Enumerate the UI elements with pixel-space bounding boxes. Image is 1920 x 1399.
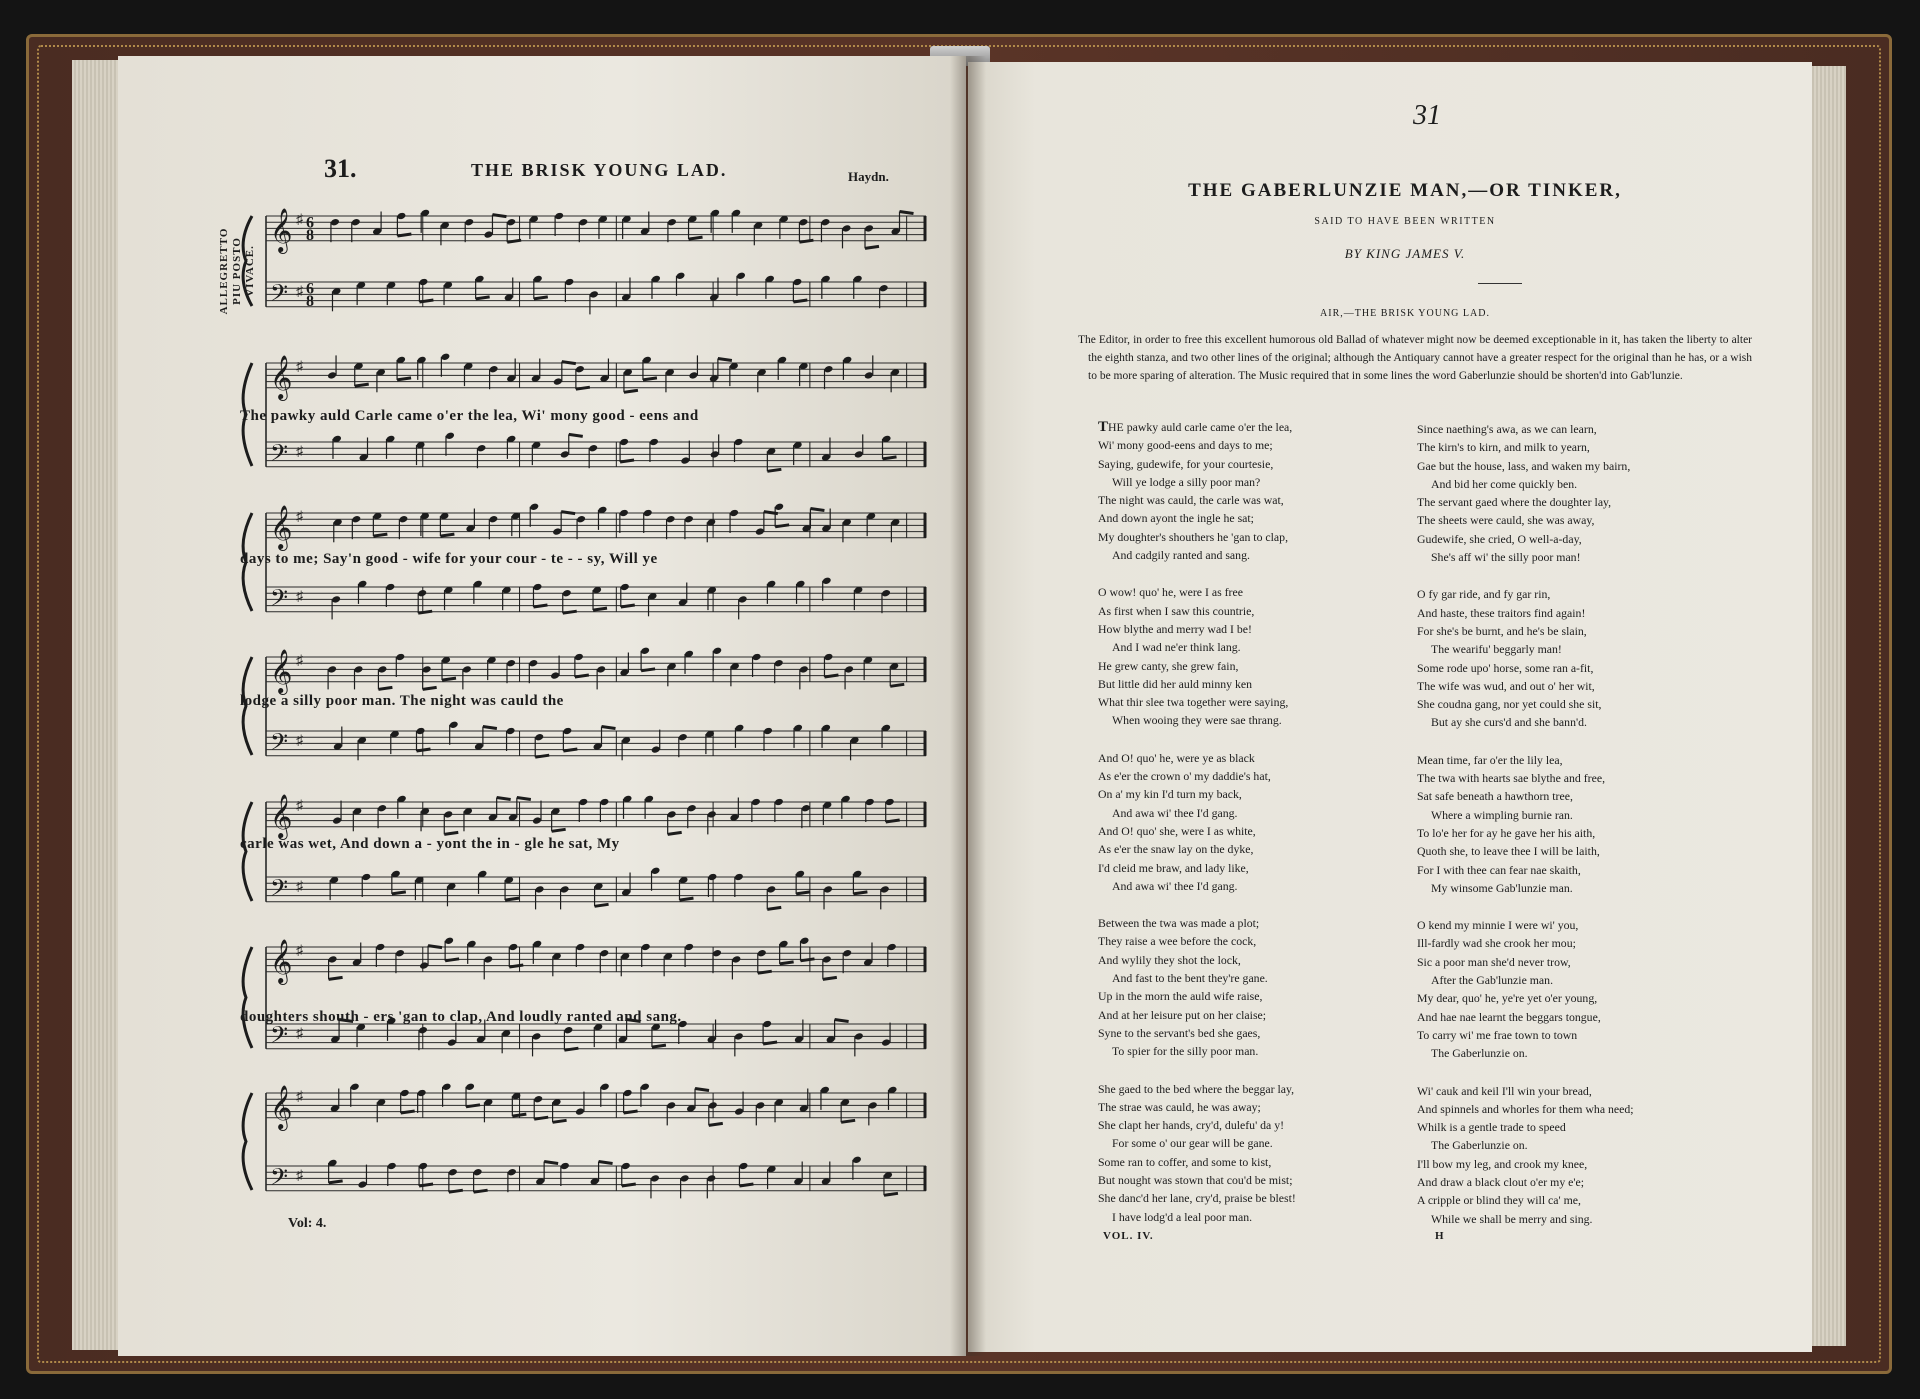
note-beam xyxy=(444,832,458,834)
note-beam xyxy=(564,1048,578,1050)
treble-clef: 𝄞 xyxy=(270,1084,293,1129)
stanza xyxy=(1098,583,1418,729)
note-beam xyxy=(553,1120,567,1122)
note-beam xyxy=(668,832,682,834)
poem-column-right xyxy=(1417,420,1737,1247)
note-beam xyxy=(483,727,497,729)
poem-line: My winsome Gab'lunzie man. xyxy=(1431,880,1573,895)
staff-brace xyxy=(243,1093,252,1190)
note-beam xyxy=(397,378,411,380)
poem-line: To spier for the silly poor man. xyxy=(1112,1044,1259,1059)
staff-brace xyxy=(243,216,252,306)
poem-line: And spinnels and whorles for them wha need; xyxy=(1417,1101,1634,1116)
note-beam xyxy=(442,678,456,680)
note-beam xyxy=(492,215,506,217)
drop-initial: T xyxy=(1098,419,1109,435)
note-beam xyxy=(593,608,607,610)
poem-line: And draw a black clout o'er my e'e; xyxy=(1417,1174,1585,1189)
note-beam xyxy=(793,300,807,302)
treble-clef: 𝄞 xyxy=(270,504,293,549)
note-beam xyxy=(810,509,824,511)
poem-line: How blythe and merry wad I be! xyxy=(1098,621,1252,636)
poem-line: And O! quo' she, were I as white, xyxy=(1098,823,1256,838)
note-beam xyxy=(533,605,547,607)
stanza xyxy=(1098,749,1418,895)
poem-line: The servant gaed where the doughter lay, xyxy=(1417,495,1612,510)
poem-line: For she's be burnt, and he's be slain, xyxy=(1417,623,1587,638)
time-signature: 6 xyxy=(306,280,314,298)
note-beam xyxy=(823,977,837,979)
tempo-line: PIU POSTO xyxy=(231,237,243,305)
stanza xyxy=(1417,751,1737,897)
note-beam xyxy=(423,687,437,689)
bass-clef: 𝄢 xyxy=(270,438,289,472)
note-beam xyxy=(428,946,442,948)
poem-line: THE pawky auld carle came o'er the lea, xyxy=(1098,419,1293,435)
note-beam xyxy=(534,297,548,299)
note-beam xyxy=(476,297,490,299)
note-beam xyxy=(569,434,583,436)
note-beam xyxy=(575,675,589,677)
note-beam xyxy=(474,1190,488,1192)
note-beam xyxy=(401,1111,415,1113)
note-beam xyxy=(329,977,343,979)
note-beam xyxy=(624,1111,638,1113)
poem-title: THE GABERLUNZIE MAN,—OR TINKER, xyxy=(1188,180,1622,201)
editor-note xyxy=(1078,331,1752,385)
stanza xyxy=(1417,420,1737,566)
poem-line: The Gaberlunzie on. xyxy=(1431,1138,1528,1153)
poem-line: Since naething's awa, as we can learn, xyxy=(1417,422,1597,436)
poem-line: And haste, these traitors find again! xyxy=(1417,605,1586,620)
book-gutter xyxy=(950,56,986,1356)
poem-line: A cripple or blind they will ca' me, xyxy=(1417,1193,1581,1208)
poem-line: But little did her auld minny ken xyxy=(1098,676,1252,691)
note-beam xyxy=(419,1184,433,1186)
note-beam xyxy=(397,234,411,236)
poem-author: BY KING JAMES V. xyxy=(1344,246,1466,261)
poem-line: She clapt her hands, cry'd, dulefu' da y! xyxy=(1098,1118,1285,1133)
lyric-line: doughters shouth - ers 'gan to clap, And loudly ranted and sang. xyxy=(240,1009,682,1025)
right-page-edges xyxy=(1810,66,1846,1346)
lyric-line: lodge a silly poor man. The night was cauld the xyxy=(240,693,564,709)
note-beam xyxy=(621,605,635,607)
poem-line: For I with thee can fear nae skaith, xyxy=(1417,862,1581,877)
poem-line: The sheets were cauld, she was away, xyxy=(1417,513,1595,528)
key-signature: ♯ xyxy=(296,1168,303,1184)
note-beam xyxy=(799,240,813,242)
key-signature: ♯ xyxy=(296,359,303,375)
note-beam xyxy=(534,1117,548,1119)
note-beam xyxy=(767,907,781,909)
note-beam xyxy=(641,669,655,671)
poem-line: After the Gab'lunzie man. xyxy=(1431,973,1554,988)
time-signature: 8 xyxy=(306,226,314,244)
poem-line: As first when I saw this countrie, xyxy=(1098,603,1255,618)
note-beam xyxy=(355,384,369,386)
poem-line: Wi' mony good-eens and days to me; xyxy=(1098,438,1273,453)
poem-line: Whilk is a gentle trade to speed xyxy=(1417,1120,1566,1135)
poem-line: Up in the morn the auld wife raise, xyxy=(1098,989,1263,1004)
tempo-line: ALLEGRETTO xyxy=(218,227,230,315)
title-rule xyxy=(1478,283,1522,284)
treble-clef: 𝄞 xyxy=(270,207,293,252)
poem-line: O wow! quo' he, were I as free xyxy=(1098,585,1243,600)
key-signature: ♯ xyxy=(296,212,303,228)
poem-line: And cadgily ranted and sang. xyxy=(1112,548,1250,563)
poem-line: Sic a poor man she'd never trow, xyxy=(1417,954,1571,969)
poem-line: My doughter's shouthers he 'gan to clap, xyxy=(1098,529,1289,544)
note-beam xyxy=(576,387,590,389)
lyric-line: days to me; Say'n good - wife for your cour - te - - sy, Will ye xyxy=(240,551,658,567)
bass-clef: 𝄢 xyxy=(270,278,289,312)
poem-line: Ill-fardly wad she crook her mou; xyxy=(1417,936,1576,951)
note-beam xyxy=(865,246,879,248)
poem-line: And wylily they shot the lock, xyxy=(1098,952,1241,967)
treble-clef: 𝄞 xyxy=(270,938,293,983)
stanza xyxy=(1417,585,1737,731)
poem-line: I have lodg'd a leal poor man. xyxy=(1112,1209,1253,1224)
poem-line: While we shall be merry and sing. xyxy=(1431,1211,1593,1226)
poem-line: The Gaberlunzie on. xyxy=(1431,1046,1528,1061)
note-beam xyxy=(507,240,521,242)
poem-line: Wi' cauk and keil I'll win your bread, xyxy=(1417,1083,1592,1098)
stanza xyxy=(1417,1082,1737,1228)
poem-line: And bid her come quickly ben. xyxy=(1431,476,1578,491)
note-beam xyxy=(392,892,406,894)
note-beam xyxy=(643,378,657,380)
key-signature: ♯ xyxy=(296,444,303,460)
note-beam xyxy=(378,687,392,689)
note-beam xyxy=(900,212,914,214)
note-beam xyxy=(602,727,616,729)
poem-line: He grew canty, she grew fain, xyxy=(1098,658,1239,673)
left-page-edges xyxy=(72,60,122,1350)
note-beam xyxy=(497,798,511,800)
poem-line: I'll bow my leg, and crook my knee, xyxy=(1417,1156,1588,1171)
staff-brace xyxy=(243,947,252,1048)
poem-line: And at her leisure put on her claise; xyxy=(1098,1007,1267,1022)
poem-line: Some ran to coffer, and some to kist, xyxy=(1098,1154,1272,1169)
note-beam xyxy=(595,904,609,906)
note-beam xyxy=(709,1123,723,1125)
poem-line: And O! quo' he, were ye as black xyxy=(1098,750,1255,765)
poem-line: Where a wimpling burnie ran. xyxy=(1431,807,1573,822)
note-beam xyxy=(552,829,566,831)
poem-line: To lo'e her for ay he gave her his aith, xyxy=(1417,825,1596,840)
key-signature: ♯ xyxy=(296,733,303,749)
poem-line: She danc'd her lane, cry'd, praise be blest! xyxy=(1098,1191,1296,1206)
air-line: AIR,—THE BRISK YOUNG LAD. xyxy=(1320,308,1490,319)
poem-line: She coudna gang, nor yet could she sit, xyxy=(1417,697,1602,712)
note-beam xyxy=(561,512,575,514)
poem-line: And awa wi' thee I'd gang. xyxy=(1112,805,1238,820)
page-number: 31 xyxy=(1413,100,1441,131)
note-beam xyxy=(853,892,867,894)
note-beam xyxy=(718,359,732,361)
lyric-line: carle was wet, And down a - yont the in - gle he sat, My xyxy=(240,836,620,852)
note-beam xyxy=(418,611,432,613)
poem-line: She's aff wi' the silly poor man! xyxy=(1431,550,1581,565)
poem-line: And down ayont the ingle he sat; xyxy=(1098,511,1254,526)
poem-line: She gaed to the bed where the beggar lay, xyxy=(1098,1081,1295,1096)
note-beam xyxy=(679,898,693,900)
key-signature: ♯ xyxy=(296,653,303,669)
stanza xyxy=(1098,418,1418,564)
note-beam xyxy=(652,1045,666,1047)
poem-line: What thir slee twa together were saying, xyxy=(1098,695,1289,710)
stanza xyxy=(1417,916,1737,1062)
poem-column-left xyxy=(1098,418,1418,1245)
lyric-line: The pawky auld Carle came o'er the lea, Wi' mony good - eens and xyxy=(240,408,699,424)
note-beam xyxy=(796,892,810,894)
poem-line: O kend my minnie I were wi' you, xyxy=(1417,918,1579,933)
note-beam xyxy=(835,1020,849,1022)
poem-line: The night was cauld, the carle was wat, xyxy=(1098,493,1284,508)
key-signature: ♯ xyxy=(296,589,303,605)
poem-line: And hae nae learnt the beggars tongue, xyxy=(1417,1009,1601,1024)
poem-line: On a' my kin I'd turn my back, xyxy=(1098,787,1242,802)
note-beam xyxy=(599,1162,613,1164)
note-beam xyxy=(544,1162,558,1164)
poem-line: But nought was stown that cou'd be mist; xyxy=(1098,1172,1293,1187)
note-beam xyxy=(416,749,430,751)
poem-line: Saying, gudewife, for your courtesie, xyxy=(1098,456,1274,471)
right-page xyxy=(968,62,1812,1352)
poem-line: As e'er the snaw lay on the dyke, xyxy=(1098,842,1254,857)
note-beam xyxy=(780,962,794,964)
poem-line: Between the twa was made a plot; xyxy=(1098,916,1260,931)
key-signature: ♯ xyxy=(296,284,303,300)
note-beam xyxy=(535,755,549,757)
poem-line: Sat safe beneath a hawthorn tree, xyxy=(1417,789,1573,804)
poem-line: O fy gar ride, and fy gar rin, xyxy=(1417,587,1551,602)
time-signature: 6 xyxy=(306,214,314,232)
poem-line: Will ye lodge a silly poor man? xyxy=(1112,474,1261,489)
poem-line: As e'er the crown o' my daddie's hat, xyxy=(1098,769,1271,784)
key-signature: ♯ xyxy=(296,1026,303,1042)
note-beam xyxy=(695,1089,709,1091)
volume-mark: Vol: 4. xyxy=(288,1216,327,1231)
poem-line: And I wad ne'er think lang. xyxy=(1112,640,1241,655)
key-signature: ♯ xyxy=(296,943,303,959)
key-signature: ♯ xyxy=(296,879,303,895)
note-beam xyxy=(509,965,523,967)
stanza xyxy=(1098,914,1418,1060)
note-beam xyxy=(505,898,519,900)
poem-line: Quoth she, to leave thee I will be laith, xyxy=(1417,844,1600,859)
poem-line: Syne to the servant's bed she gaes, xyxy=(1098,1025,1261,1040)
note-beam xyxy=(563,611,577,613)
poem-line: When wooing they were sae thrang. xyxy=(1112,713,1282,728)
tempo-line: VIVACE. xyxy=(244,245,256,297)
poem-line: To carry wi' me frae town to town xyxy=(1417,1027,1578,1042)
note-beam xyxy=(512,1114,526,1116)
poem-subtitle: SAID TO HAVE BEEN WRITTEN xyxy=(1314,216,1496,227)
volume-mark: VOL. IV. xyxy=(1103,1230,1154,1242)
bass-clef: 𝄢 xyxy=(270,583,289,617)
poem-line: But ay she curs'd and she bann'd. xyxy=(1431,715,1587,730)
note-beam xyxy=(763,1042,777,1044)
note-beam xyxy=(563,749,577,751)
poem-line: And fast to the bent they're gane. xyxy=(1112,971,1268,986)
note-beam xyxy=(890,684,904,686)
note-beam xyxy=(373,534,387,536)
treble-clef: 𝄞 xyxy=(270,648,293,693)
poem-line: Some rode upo' horse, some ran a-fit, xyxy=(1417,660,1594,675)
poem-line: The strae was cauld, he was away; xyxy=(1098,1099,1261,1114)
poem-line: Gudewife, she cried, O well-a-day, xyxy=(1417,531,1582,546)
left-page xyxy=(118,56,966,1356)
signature-mark: H xyxy=(1435,1230,1444,1242)
note-beam xyxy=(884,1193,898,1195)
poem-line: And awa wi' thee I'd gang. xyxy=(1112,878,1238,893)
note-beam xyxy=(329,1181,343,1183)
poem-line: I'd cleid me braw, and lady like, xyxy=(1098,860,1249,875)
note-beam xyxy=(739,1184,753,1186)
note-beam xyxy=(886,820,900,822)
note-beam xyxy=(824,675,838,677)
note-beam xyxy=(764,512,778,514)
bass-clef: 𝄢 xyxy=(270,727,289,761)
note-beam xyxy=(562,362,576,364)
note-beam xyxy=(620,460,634,462)
note-beam xyxy=(841,1120,855,1122)
poem-line: The wife was wud, and out o' her wit, xyxy=(1417,678,1595,693)
treble-clef: 𝄞 xyxy=(270,354,293,399)
poem-line: Gae but the house, lass, and waken my bairn, xyxy=(1417,458,1631,473)
note-beam xyxy=(767,469,781,471)
note-beam xyxy=(689,237,703,239)
note-beam xyxy=(622,1184,636,1186)
time-signature: 8 xyxy=(306,292,314,310)
poem-line: The wearifu' beggarly man! xyxy=(1431,642,1562,657)
bass-clef: 𝄢 xyxy=(270,1020,289,1054)
poem-line: Mean time, far o'er the lily lea, xyxy=(1417,752,1563,767)
poem-line: They raise a wee before the cock, xyxy=(1098,934,1257,949)
key-signature: ♯ xyxy=(296,798,303,814)
poem-line: My dear, quo' he, ye're yet o'er young, xyxy=(1417,991,1598,1006)
stanza xyxy=(1098,1080,1418,1226)
treble-clef: 𝄞 xyxy=(270,793,293,838)
note-beam xyxy=(775,525,789,527)
key-signature: ♯ xyxy=(296,1089,303,1105)
note-beam xyxy=(883,457,897,459)
editor-note-text: The Editor, in order to free this excellent humorous old Ballad of whatever might now be deemed exceptionable in it, has taken the liberty to alter the eighth stanza, and two other lines of the original; although the Antiquary cannot have a greater respect for the original than he has, or a wish to be more sparing of alteration. The Music required that in some lines the word Gaberlunzie should be shorten'd into Gab'lunzie. xyxy=(1078,334,1752,382)
composer: Haydn. xyxy=(848,169,889,184)
note-beam xyxy=(517,798,531,800)
note-beam xyxy=(624,390,638,392)
note-beam xyxy=(801,959,815,961)
note-beam xyxy=(466,1105,480,1107)
bass-clef: 𝄢 xyxy=(270,873,289,907)
note-beam xyxy=(758,971,772,973)
key-signature: ♯ xyxy=(296,509,303,525)
note-beam xyxy=(419,300,433,302)
poem-line: The kirn's to kirn, and milk to yearn, xyxy=(1417,440,1590,455)
poem-line: The twa with hearts sae blythe and free, xyxy=(1417,771,1606,786)
song-title: THE BRISK YOUNG LAD. xyxy=(471,160,728,180)
note-beam xyxy=(445,959,459,961)
note-beam xyxy=(440,534,454,536)
bass-clef: 𝄢 xyxy=(270,1162,289,1196)
poem-line: For some o' our gear will be gane. xyxy=(1112,1136,1273,1151)
song-number: 31. xyxy=(324,154,357,183)
note-beam xyxy=(449,1190,463,1192)
